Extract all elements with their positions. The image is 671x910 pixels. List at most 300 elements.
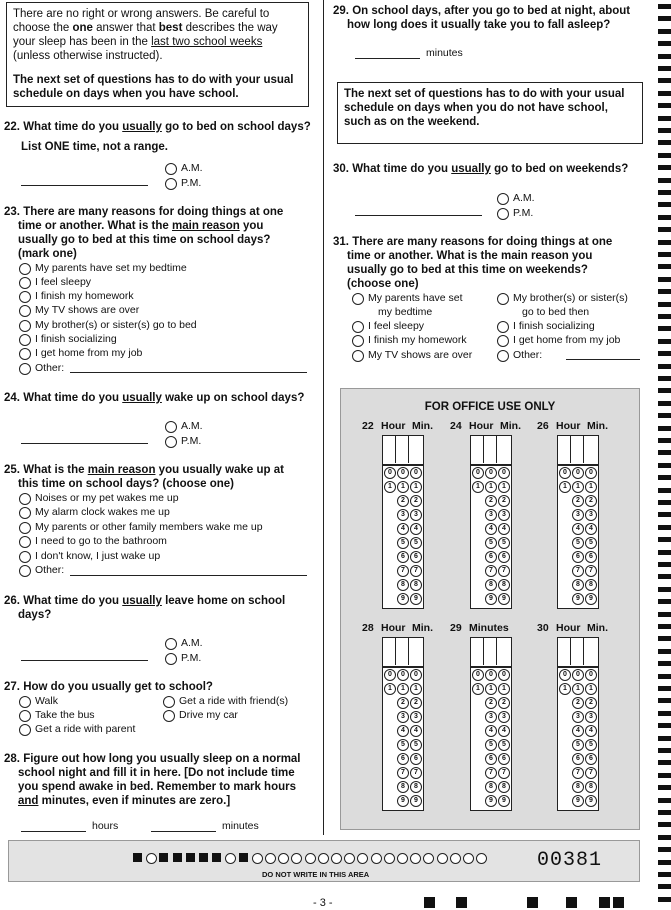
scan-circle bbox=[318, 853, 329, 864]
instructions-text: There are no right or wrong answers. Be careful to choose the one answer that best describes the way your sleep has been in the last two school weeks (unless otherwise instructed). bbox=[13, 8, 278, 62]
grid-cell-divider bbox=[496, 637, 497, 665]
grid-bubble: 2 bbox=[397, 697, 409, 709]
timing-mark bbox=[658, 748, 671, 753]
grid-bubble: 4 bbox=[410, 725, 422, 737]
q25-option-other[interactable]: Other: bbox=[19, 564, 64, 577]
q24-question: 24. What time do you usually wake up on school days? bbox=[4, 392, 305, 404]
grid-bubble: 1 bbox=[498, 683, 510, 695]
grid-bubble: 5 bbox=[485, 739, 497, 751]
q23-question: 23. There are many reasons for doing things at one time or another. What is the main reason you usually go to bed at this time on school days? (mark one) bbox=[4, 206, 284, 260]
timing-mark bbox=[658, 500, 671, 505]
grid-bubble: 3 bbox=[572, 711, 584, 723]
grid-bubble: 1 bbox=[485, 683, 497, 695]
office-use-title: FOR OFFICE USE ONLY bbox=[424, 401, 556, 413]
q26-time-field[interactable] bbox=[21, 660, 148, 661]
timing-mark bbox=[658, 587, 671, 592]
scan-circle bbox=[463, 853, 474, 864]
grid-bubble: 6 bbox=[485, 753, 497, 765]
grid-bubble: 0 bbox=[559, 467, 571, 479]
grid-bubble: 7 bbox=[572, 767, 584, 779]
timing-mark bbox=[658, 190, 671, 195]
timing-mark bbox=[658, 550, 671, 555]
timing-mark bbox=[658, 376, 671, 381]
grid-minutes-label: Minutes bbox=[469, 622, 509, 634]
timing-mark bbox=[658, 351, 671, 356]
q27-drive-option[interactable]: Drive my car bbox=[163, 709, 238, 722]
grid-bubble: 6 bbox=[585, 551, 597, 563]
timing-mark bbox=[658, 78, 671, 83]
timing-mark bbox=[658, 41, 671, 46]
q22-time-field[interactable] bbox=[21, 185, 148, 186]
grid-bubble: 7 bbox=[410, 767, 422, 779]
grid-bubble: 1 bbox=[559, 683, 571, 695]
grid-bubble: 5 bbox=[485, 537, 497, 549]
grid-bubble: 9 bbox=[410, 795, 422, 807]
grid-bubble: 7 bbox=[585, 767, 597, 779]
grid-bubble: 1 bbox=[485, 481, 497, 493]
grid-bubble: 5 bbox=[498, 739, 510, 751]
grid-bubble: 4 bbox=[585, 523, 597, 535]
grid-bubble: 0 bbox=[585, 467, 597, 479]
grid-write-in-cells bbox=[470, 637, 512, 667]
timing-mark bbox=[658, 29, 671, 34]
grid-bubble: 3 bbox=[585, 509, 597, 521]
q30-time-field[interactable] bbox=[355, 215, 482, 216]
grid-bubble: 1 bbox=[397, 481, 409, 493]
q28-minutes-label: minutes bbox=[222, 820, 259, 832]
q31-other-field[interactable] bbox=[566, 359, 640, 360]
timing-mark bbox=[658, 66, 671, 71]
timing-mark bbox=[658, 835, 671, 840]
q26-pm-option[interactable]: P.M. bbox=[165, 652, 201, 665]
grid-bubble: 7 bbox=[585, 565, 597, 577]
q26-am-option[interactable]: A.M. bbox=[165, 637, 203, 650]
instructions-box bbox=[6, 2, 309, 107]
grid-bubble: 1 bbox=[472, 481, 484, 493]
q22-question: 22. What time do you usually go to bed on school days? bbox=[4, 121, 311, 133]
grid-bubble: 3 bbox=[397, 509, 409, 521]
page-number: - 3 - bbox=[313, 897, 333, 909]
timing-mark bbox=[658, 860, 671, 865]
grid-bubble: 3 bbox=[585, 711, 597, 723]
grid-number: 26 bbox=[537, 420, 549, 432]
grid-bubble: 3 bbox=[498, 509, 510, 521]
grid-min-label: Min. bbox=[587, 420, 608, 432]
q23-option-4[interactable]: My TV shows are over bbox=[19, 304, 139, 317]
timing-mark bbox=[658, 847, 671, 852]
q25-option-4[interactable]: I need to go to the bathroom bbox=[19, 535, 167, 548]
grid-bubble: 8 bbox=[572, 579, 584, 591]
scan-square bbox=[133, 853, 142, 862]
q23-option-7[interactable]: I get home from my job bbox=[19, 347, 142, 360]
timing-mark bbox=[658, 773, 671, 778]
timing-mark bbox=[658, 512, 671, 517]
grid-bubble: 0 bbox=[485, 669, 497, 681]
grid-number: 24 bbox=[450, 420, 462, 432]
grid-bubble: 3 bbox=[410, 509, 422, 521]
q28-hours-field[interactable] bbox=[21, 831, 86, 832]
scan-circle bbox=[331, 853, 342, 864]
grid-bubble: 6 bbox=[410, 753, 422, 765]
timing-mark bbox=[658, 215, 671, 220]
timing-mark bbox=[658, 736, 671, 741]
timing-mark bbox=[658, 388, 671, 393]
timing-mark bbox=[658, 450, 671, 455]
grid-bubble: 9 bbox=[410, 593, 422, 605]
grid-bubble: 7 bbox=[485, 767, 497, 779]
serial-number: 00381 bbox=[537, 849, 603, 872]
q28-minutes-field[interactable] bbox=[151, 831, 216, 832]
grid-bubble: 4 bbox=[397, 523, 409, 535]
grid-min-label: Min. bbox=[412, 622, 433, 634]
grid-bubble: 1 bbox=[397, 683, 409, 695]
grid-bubble: 0 bbox=[572, 669, 584, 681]
grid-bubble: 7 bbox=[498, 565, 510, 577]
grid-hour-label: Hour bbox=[556, 420, 581, 432]
timing-mark bbox=[658, 227, 671, 232]
grid-bubble: 3 bbox=[397, 711, 409, 723]
grid-bubble: 0 bbox=[397, 467, 409, 479]
scan-circle bbox=[450, 853, 461, 864]
q30-pm-option[interactable]: P.M. bbox=[497, 207, 533, 220]
grid-bubble: 0 bbox=[472, 467, 484, 479]
instructions-school-days: The next set of questions has to do with your usual schedule on days when you have school. bbox=[13, 74, 294, 100]
q31-parents-option-cont: my bedtime bbox=[378, 306, 433, 318]
q31-siblings-option[interactable]: My brother(s) or sister(s) bbox=[497, 292, 628, 305]
q25-question: 25. What is the main reason you usually wake up at this time on school days? (choose one) bbox=[4, 464, 284, 490]
grid-cell-divider bbox=[395, 637, 396, 665]
q27-parent-option[interactable]: Get a ride with parent bbox=[19, 723, 135, 736]
grid-bubble: 1 bbox=[585, 683, 597, 695]
scan-circle bbox=[437, 853, 448, 864]
scan-square bbox=[159, 853, 168, 862]
grid-number: 22 bbox=[362, 420, 374, 432]
timing-mark bbox=[527, 897, 538, 908]
grid-hour-label: Hour bbox=[556, 622, 581, 634]
grid-min-label: Min. bbox=[500, 420, 521, 432]
grid-number: 30 bbox=[537, 622, 549, 634]
timing-mark bbox=[658, 574, 671, 579]
timing-mark bbox=[658, 760, 671, 765]
grid-bubble: 7 bbox=[397, 565, 409, 577]
q25-other-field[interactable] bbox=[70, 575, 307, 576]
grid-bubble: 2 bbox=[585, 495, 597, 507]
grid-bubble: 0 bbox=[585, 669, 597, 681]
grid-bubble: 2 bbox=[585, 697, 597, 709]
grid-bubble: 3 bbox=[498, 711, 510, 723]
grid-cell-divider bbox=[395, 435, 396, 463]
timing-mark bbox=[658, 698, 671, 703]
grid-bubble: 3 bbox=[485, 509, 497, 521]
timing-mark bbox=[658, 277, 671, 282]
grid-cell-divider bbox=[570, 637, 571, 665]
grid-bubble: 6 bbox=[410, 551, 422, 563]
timing-mark bbox=[658, 537, 671, 542]
grid-bubble: 0 bbox=[384, 669, 396, 681]
timing-mark bbox=[658, 202, 671, 207]
grid-bubble: 4 bbox=[485, 523, 497, 535]
timing-mark bbox=[658, 16, 671, 21]
grid-bubble: 2 bbox=[498, 495, 510, 507]
q22-pm-option[interactable]: P.M. bbox=[165, 177, 201, 190]
timing-mark bbox=[658, 314, 671, 319]
timing-mark bbox=[658, 302, 671, 307]
q29-minutes-field[interactable] bbox=[355, 58, 420, 59]
grid-bubble: 0 bbox=[572, 467, 584, 479]
q31-homework-option[interactable]: I finish my homework bbox=[352, 334, 467, 347]
grid-bubble: 1 bbox=[498, 481, 510, 493]
q25-option-5[interactable]: I don't know, I just wake up bbox=[19, 550, 160, 563]
grid-bubble: 8 bbox=[410, 579, 422, 591]
timing-mark bbox=[456, 897, 467, 908]
grid-bubble: 6 bbox=[498, 753, 510, 765]
grid-bubble: 5 bbox=[498, 537, 510, 549]
q24-pm-option[interactable]: P.M. bbox=[165, 435, 201, 448]
q24-am-option[interactable]: A.M. bbox=[165, 420, 203, 433]
q31-job-option[interactable]: I get home from my job bbox=[497, 334, 620, 347]
grid-cell-divider bbox=[483, 435, 484, 463]
grid-bubble: 4 bbox=[498, 523, 510, 535]
scan-circle bbox=[305, 853, 316, 864]
timing-mark bbox=[599, 897, 610, 908]
q25-option-2[interactable]: My alarm clock wakes me up bbox=[19, 506, 170, 519]
grid-bubble: 8 bbox=[397, 579, 409, 591]
grid-bubble: 4 bbox=[410, 523, 422, 535]
grid-bubble: 9 bbox=[585, 795, 597, 807]
q27-bus-option[interactable]: Take the bus bbox=[19, 709, 95, 722]
q31-tv-option[interactable]: My TV shows are over bbox=[352, 349, 472, 362]
q27-question: 27. How do you usually get to school? bbox=[4, 681, 213, 693]
grid-write-in-cells bbox=[470, 435, 512, 465]
grid-bubble: 3 bbox=[410, 711, 422, 723]
grid-bubble: 2 bbox=[498, 697, 510, 709]
grid-bubble: 8 bbox=[485, 781, 497, 793]
grid-bubble: 5 bbox=[397, 537, 409, 549]
timing-mark bbox=[658, 128, 671, 133]
grid-bubble: 4 bbox=[585, 725, 597, 737]
grid-bubble: 0 bbox=[472, 669, 484, 681]
grid-bubble: 5 bbox=[397, 739, 409, 751]
q31-other-option[interactable]: Other: bbox=[497, 349, 542, 362]
grid-bubble: 8 bbox=[410, 781, 422, 793]
timing-mark bbox=[658, 401, 671, 406]
timing-mark bbox=[658, 116, 671, 121]
grid-bubble: 7 bbox=[485, 565, 497, 577]
grid-write-in-cells bbox=[557, 435, 599, 465]
grid-bubble: 5 bbox=[585, 537, 597, 549]
q27-friend-option[interactable]: Get a ride with friend(s) bbox=[163, 695, 288, 708]
grid-bubble: 4 bbox=[572, 725, 584, 737]
timing-mark bbox=[658, 339, 671, 344]
grid-bubble: 0 bbox=[498, 467, 510, 479]
grid-bubble: 5 bbox=[410, 739, 422, 751]
q27-walk-option[interactable]: Walk bbox=[19, 695, 58, 708]
timing-mark bbox=[658, 798, 671, 803]
grid-bubble: 9 bbox=[498, 593, 510, 605]
grid-bubble: 9 bbox=[572, 593, 584, 605]
q22-subtext: List ONE time, not a range. bbox=[21, 141, 168, 153]
q23-option-1[interactable]: My parents have set my bedtime bbox=[19, 262, 187, 275]
grid-bubble: 8 bbox=[585, 579, 597, 591]
grid-write-in-cells bbox=[557, 637, 599, 667]
q31-question: 31. There are many reasons for doing things at one time or another. What is the main reason you usually go to bed at this time on weekends? (choose one) bbox=[333, 236, 613, 290]
timing-mark bbox=[658, 364, 671, 369]
timing-mark bbox=[658, 488, 671, 493]
scan-circle bbox=[252, 853, 263, 864]
grid-bubble: 2 bbox=[397, 495, 409, 507]
column-divider bbox=[323, 0, 324, 835]
grid-bubble: 0 bbox=[410, 467, 422, 479]
timing-mark bbox=[658, 413, 671, 418]
timing-mark bbox=[658, 326, 671, 331]
grid-bubble: 2 bbox=[485, 697, 497, 709]
scan-square bbox=[199, 853, 208, 862]
grid-cell-divider bbox=[408, 435, 409, 463]
grid-bubble: 4 bbox=[498, 725, 510, 737]
grid-hour-label: Hour bbox=[381, 622, 406, 634]
grid-bubble: 1 bbox=[410, 683, 422, 695]
do-not-write-note: DO NOT WRITE IN THIS AREA bbox=[262, 870, 370, 879]
timing-mark bbox=[658, 165, 671, 170]
scan-square bbox=[212, 853, 221, 862]
grid-write-in-cells bbox=[382, 637, 424, 667]
grid-bubble: 2 bbox=[410, 697, 422, 709]
timing-mark bbox=[658, 240, 671, 245]
q23-option-5[interactable]: My brother(s) or sister(s) go to bed bbox=[19, 319, 197, 332]
q23-option-6[interactable]: I finish socializing bbox=[19, 333, 117, 346]
grid-bubble: 3 bbox=[485, 711, 497, 723]
timing-mark bbox=[658, 525, 671, 530]
timing-mark bbox=[658, 91, 671, 96]
timing-mark bbox=[658, 103, 671, 108]
q28-hours-label: hours bbox=[92, 820, 119, 832]
q23-option-other[interactable]: Other: bbox=[19, 362, 64, 375]
timing-mark bbox=[658, 252, 671, 257]
grid-bubble: 6 bbox=[585, 753, 597, 765]
grid-bubble: 1 bbox=[384, 481, 396, 493]
grid-bubble: 8 bbox=[585, 781, 597, 793]
timing-mark bbox=[658, 674, 671, 679]
grid-bubble: 0 bbox=[559, 669, 571, 681]
q31-siblings-option-cont: go to bed then bbox=[522, 306, 590, 318]
weekend-instructions-box: The next set of questions has to do with your usual schedule on days when you do not have school, such as on the weekend. bbox=[337, 82, 643, 144]
scan-circle bbox=[371, 853, 382, 864]
q30-am-option[interactable]: A.M. bbox=[497, 192, 535, 205]
grid-bubble: 9 bbox=[585, 593, 597, 605]
grid-bubble: 8 bbox=[572, 781, 584, 793]
timing-mark bbox=[658, 612, 671, 617]
grid-hour-label: Hour bbox=[469, 420, 494, 432]
timing-mark bbox=[658, 661, 671, 666]
grid-bubble: 8 bbox=[498, 579, 510, 591]
scan-square bbox=[173, 853, 182, 862]
grid-bubble: 2 bbox=[572, 697, 584, 709]
grid-bubble: 4 bbox=[572, 523, 584, 535]
q29-minutes-label: minutes bbox=[426, 47, 463, 59]
grid-min-label: Min. bbox=[587, 622, 608, 634]
q24-time-field[interactable] bbox=[21, 443, 148, 444]
q22-am-option[interactable]: A.M. bbox=[165, 162, 203, 175]
grid-bubble: 5 bbox=[585, 739, 597, 751]
timing-mark bbox=[424, 897, 435, 908]
timing-mark bbox=[658, 178, 671, 183]
timing-mark bbox=[658, 426, 671, 431]
grid-bubble: 0 bbox=[397, 669, 409, 681]
q23-option-2[interactable]: I feel sleepy bbox=[19, 276, 91, 289]
timing-mark bbox=[658, 475, 671, 480]
grid-bubble: 8 bbox=[485, 579, 497, 591]
scan-circle bbox=[265, 853, 276, 864]
grid-bubble: 5 bbox=[572, 739, 584, 751]
grid-bubble: 6 bbox=[498, 551, 510, 563]
timing-mark bbox=[613, 897, 624, 908]
timing-mark bbox=[658, 810, 671, 815]
grid-bubble: 1 bbox=[585, 481, 597, 493]
grid-bubble: 6 bbox=[572, 753, 584, 765]
q23-option-3[interactable]: I finish my homework bbox=[19, 290, 134, 303]
grid-bubble: 1 bbox=[572, 683, 584, 695]
grid-hour-label: Hour bbox=[381, 420, 406, 432]
q25-option-1[interactable]: Noises or my pet wakes me up bbox=[19, 492, 179, 505]
timing-mark bbox=[658, 289, 671, 294]
q23-other-field[interactable] bbox=[70, 372, 307, 373]
timing-mark bbox=[658, 884, 671, 889]
grid-bubble: 1 bbox=[410, 481, 422, 493]
grid-cell-divider bbox=[583, 435, 584, 463]
grid-cell-divider bbox=[570, 435, 571, 463]
q31-parents-option[interactable]: My parents have set bbox=[352, 292, 463, 305]
timing-mark bbox=[658, 649, 671, 654]
scan-circle bbox=[384, 853, 395, 864]
grid-bubble: 5 bbox=[410, 537, 422, 549]
scan-square bbox=[186, 853, 195, 862]
grid-bubble: 3 bbox=[572, 509, 584, 521]
timing-mark bbox=[658, 54, 671, 59]
q28-question: 28. Figure out how long you usually sleep on a normal school night and fill it in here. [Do not include time you spend awake in bed. Remember to mark hours and minutes, even if minutes are zero.] bbox=[4, 753, 301, 807]
q29-question: 29. On school days, after you go to bed at night, about how long does it usually take you to fall asleep? bbox=[333, 5, 631, 31]
grid-bubble: 5 bbox=[572, 537, 584, 549]
q25-option-3[interactable]: My parents or other family members wake me up bbox=[19, 521, 263, 534]
timing-mark bbox=[658, 438, 671, 443]
timing-mark bbox=[658, 264, 671, 269]
q26-question: 26. What time do you usually leave home on school days? bbox=[4, 595, 286, 621]
grid-bubble: 6 bbox=[485, 551, 497, 563]
q31-socializing-option[interactable]: I finish socializing bbox=[497, 320, 595, 333]
grid-bubble: 7 bbox=[410, 565, 422, 577]
grid-bubble: 7 bbox=[572, 565, 584, 577]
timing-mark bbox=[658, 711, 671, 716]
timing-mark bbox=[658, 140, 671, 145]
grid-bubble: 7 bbox=[498, 767, 510, 779]
grid-number: 28 bbox=[362, 622, 374, 634]
grid-number: 29 bbox=[450, 622, 462, 634]
grid-bubble: 2 bbox=[485, 495, 497, 507]
timing-mark bbox=[658, 785, 671, 790]
q31-sleepy-option[interactable]: I feel sleepy bbox=[352, 320, 424, 333]
grid-bubble: 9 bbox=[572, 795, 584, 807]
grid-bubble: 0 bbox=[410, 669, 422, 681]
grid-bubble: 8 bbox=[498, 781, 510, 793]
grid-min-label: Min. bbox=[412, 420, 433, 432]
grid-bubble: 6 bbox=[397, 753, 409, 765]
timing-mark bbox=[658, 562, 671, 567]
timing-mark bbox=[658, 4, 671, 9]
grid-bubble: 0 bbox=[384, 467, 396, 479]
grid-bubble: 9 bbox=[498, 795, 510, 807]
scan-square bbox=[239, 853, 248, 862]
grid-bubble: 4 bbox=[397, 725, 409, 737]
grid-write-in-cells bbox=[382, 435, 424, 465]
